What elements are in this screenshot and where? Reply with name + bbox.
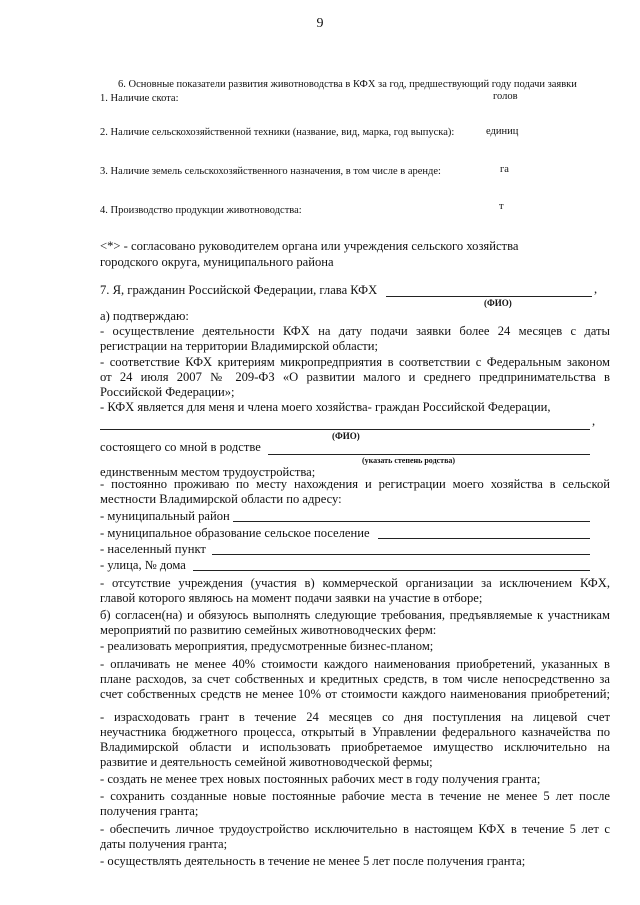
residence-line1: - постоянно проживаю по месту нахождения и регистрации моего хозяйства в сельской <box>100 477 610 491</box>
comma: , <box>594 282 598 296</box>
head-fio-field[interactable] <box>386 296 592 297</box>
req-jobs-keep-line1: - сохранить созданные новые постоянные рабочие места в течение не менее 5 лет после <box>100 789 610 803</box>
req-jobs-keep-line2: получения гранта; <box>100 804 199 818</box>
fio-caption-2: (ФИО) <box>332 431 360 441</box>
production-unit: т <box>499 201 504 212</box>
land-label: 3. Наличие земель сельскохозяйственного назначения, в том числе в аренде: <box>100 166 441 177</box>
confirm-item2-line3: Российской Федерации»; <box>100 385 235 399</box>
req-payment-line2: плане расходов, за счет собственных и кредитных средств, в том числе непосредственно за <box>100 672 610 686</box>
note-line1: <*> - согласовано руководителем органа или учреждения сельского хозяйства <box>100 239 519 253</box>
relation-field[interactable] <box>268 454 590 455</box>
comma-2: , <box>592 414 596 428</box>
section7-intro: 7. Я, гражданин Российской Федерации, глава КФХ <box>100 283 378 297</box>
confirm-item2-line1: - соответствие КФХ критериям микропредприятия в соответствии с Федеральным законом <box>100 355 610 369</box>
req-activity: - осуществлять деятельность в течение не менее 5 лет после получения гранта; <box>100 854 526 868</box>
req-payment-line1: - оплачивать не менее 40% стоимости каждого наименования приобретений, указанных в <box>100 657 610 671</box>
agree-line2: мероприятий по развитию семейных животноводческих ферм: <box>100 623 437 637</box>
residence-line2: местности Владимирской области по адресу: <box>100 492 342 506</box>
req-employment-line2: даты получения гранта; <box>100 837 228 851</box>
machinery-label: 2. Наличие сельскохозяйственной техники (название, вид, марка, год выпуска): <box>100 127 455 138</box>
req-grant-line4: развитие и деятельность семейной животноводческой фермы; <box>100 755 433 769</box>
section6-heading: 6. Основные показатели развития животноводства в КФХ за год, предшествующий году подачи заявки <box>118 79 577 90</box>
member-fio-field[interactable] <box>100 429 590 430</box>
machinery-unit: единиц <box>486 126 519 137</box>
absence-line1: - отсутствие учреждения (участия в) коммерческой организации за исключением КФХ, <box>100 576 610 590</box>
district-field[interactable] <box>233 521 590 522</box>
note-line2: городского округа, муниципального района <box>100 255 334 269</box>
locality-label: - населенный пункт <box>100 542 206 556</box>
street-label: - улица, № дома <box>100 558 186 572</box>
req-jobs-create: - создать не менее трех новых постоянных рабочих мест в году получения гранта; <box>100 772 541 786</box>
confirm-item2-line2: от 24 июля 2007 № 209-ФЗ «О развитии малого и среднего предпринимательства в <box>100 370 610 384</box>
req-payment-line3: счет собственных средств не менее 10% от стоимости каждого наименования приобретений; <box>100 687 610 701</box>
confirm-item3: - КФХ является для меня и члена моего хозяйства- граждан Российской Федерации, <box>100 400 551 414</box>
only-job-text: единственным местом трудоустройства; <box>100 465 316 479</box>
req-grant-line3: Владимирской области и использовать приобретаемое имущество исключительно на <box>100 740 610 754</box>
fio-caption: (ФИО) <box>484 298 512 308</box>
req-grant-line2: неучастника бюджетного процесса, открытый в Управлении федерального казначейства по <box>100 725 610 739</box>
confirm-item1-line2: регистрации на территории Владимирской области; <box>100 339 379 353</box>
req-business-plan: - реализовать мероприятия, предусмотренные бизнес-планом; <box>100 639 434 653</box>
relation-label: состоящего со мной в родстве <box>100 440 261 454</box>
relation-caption: (указать степень родства) <box>362 456 456 465</box>
locality-field[interactable] <box>212 554 590 555</box>
settlement-field[interactable] <box>378 538 590 539</box>
production-label: 4. Производство продукции животноводства: <box>100 205 302 216</box>
district-label: - муниципальный район <box>100 509 230 523</box>
land-unit: га <box>500 164 509 175</box>
street-field[interactable] <box>193 570 590 571</box>
req-grant-line1: - израсходовать грант в течение 24 месяцев со дня поступления на лицевой счет <box>100 710 610 724</box>
confirm-item1-line1: - осуществление деятельности КФХ на дату подачи заявки более 24 месяцев с даты <box>100 324 610 338</box>
livestock-label: 1. Наличие скота: <box>100 93 179 104</box>
absence-line2: главой которого являюсь на момент подачи заявки на участие в отборе; <box>100 591 483 605</box>
req-employment-line1: - обеспечить личное трудоустройство исключительно в настоящем КФХ в течение 5 лет с <box>100 822 610 836</box>
livestock-unit: голов <box>493 91 518 102</box>
page-number: 9 <box>316 16 324 31</box>
settlement-label: - муниципальное образование сельское поселение <box>100 526 370 540</box>
agree-line1: б) согласен(на) и обязуюсь выполнять следующие требования, предъявляемые к участникам <box>100 608 610 622</box>
confirm-heading: а) подтверждаю: <box>100 309 189 323</box>
